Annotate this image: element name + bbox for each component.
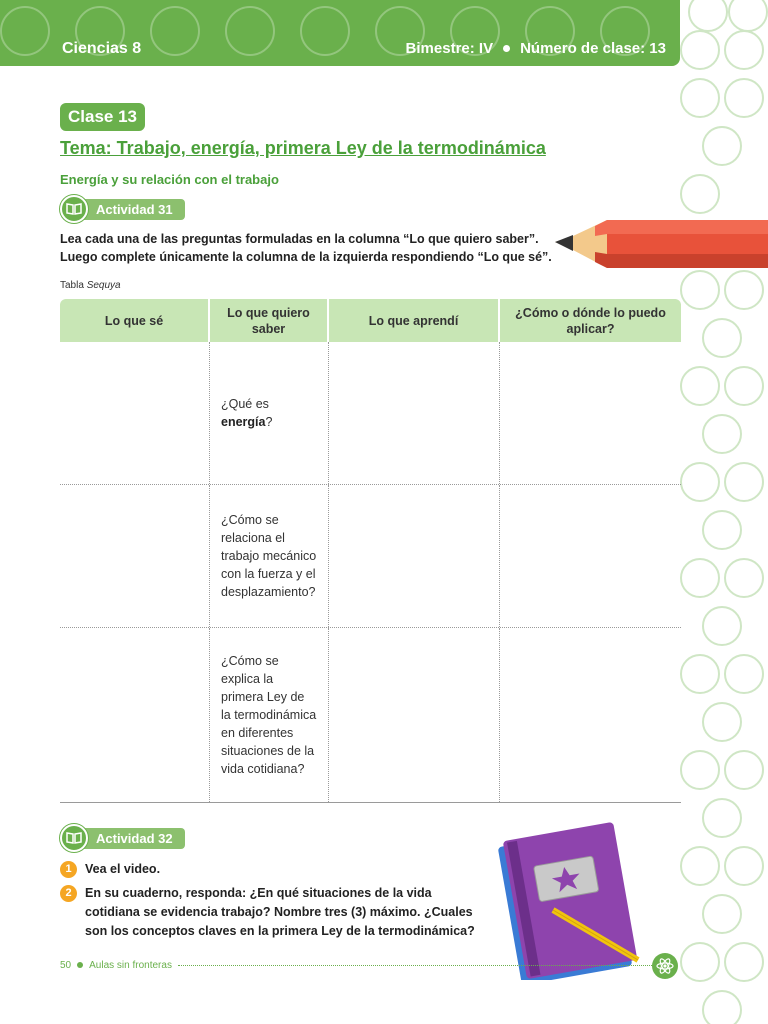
question-cell	[210, 628, 329, 802]
microscope-icon	[702, 606, 742, 646]
separator-dot	[503, 45, 510, 52]
sequya-table	[60, 299, 681, 803]
learned-cell[interactable]	[329, 628, 500, 802]
network-icon	[724, 270, 764, 310]
table-header-row	[60, 299, 681, 342]
table-caption-prefix: Tabla	[60, 280, 87, 291]
atom-icon	[724, 558, 764, 598]
step-item	[60, 860, 480, 879]
instruction-line-1: Lea cada una de las preguntas formuladas en la columna “Lo que quiero saber”.	[60, 232, 539, 246]
flask-icon	[702, 702, 742, 742]
answer-cell[interactable]	[60, 485, 210, 627]
book-icon	[60, 824, 88, 852]
activity-32-steps	[60, 860, 480, 946]
test-tube-icon	[724, 846, 764, 886]
answer-cell[interactable]	[60, 628, 210, 802]
flask-icon	[702, 414, 742, 454]
learned-cell[interactable]	[329, 485, 500, 627]
test-tube-icon	[724, 462, 764, 502]
molecule-icon	[0, 6, 50, 56]
page-number: 50	[60, 959, 72, 971]
flask-icon	[728, 0, 768, 32]
apply-cell[interactable]	[500, 628, 681, 802]
frog-icon	[724, 366, 764, 406]
header-lo-que-quiero-saber: Lo que quiero saber	[210, 299, 329, 342]
header-lo-que-aprendi: Lo que aprendí	[329, 299, 500, 342]
question-cell	[210, 342, 329, 484]
learned-cell[interactable]	[329, 342, 500, 484]
header-bar	[0, 0, 680, 66]
table-row	[60, 628, 681, 803]
atom-icon	[688, 0, 728, 32]
header-lo-que-se: Lo que sé	[60, 299, 210, 342]
step-item	[60, 884, 480, 941]
question-keyword: energía	[221, 415, 266, 429]
frog-icon	[702, 894, 742, 934]
activity-31-label: Actividad 31	[78, 199, 185, 220]
frog-icon	[680, 366, 720, 406]
dna-icon	[225, 6, 275, 56]
step-number: 2	[60, 885, 77, 902]
flask-icon	[702, 126, 742, 166]
page-footer	[60, 958, 660, 972]
apply-cell[interactable]	[500, 342, 681, 484]
atom-icon	[680, 654, 720, 694]
subject-title: Ciencias 8	[62, 40, 142, 57]
flask-icon	[724, 30, 764, 70]
activity-31-badge	[60, 198, 185, 220]
lesson-topic-title: Tema: Trabajo, energía, primera Ley de la termodinámica	[60, 138, 546, 158]
lesson-subtitle: Energía y su relación con el trabajo	[60, 172, 279, 187]
question-text: ¿Cómo se relaciona el trabajo mecánico con la fuerza y el desplazamiento?	[221, 513, 317, 599]
step-text: Vea el video.	[85, 862, 161, 876]
step-text: En su cuaderno, responda: ¿En qué situaciones de la vida cotidiana se evidencia trabajo? Nombre tres (3) máximo. ¿Cuales son los conceptos claves en la primera Ley de la termodinámica?	[85, 886, 475, 938]
foot-icon	[702, 318, 742, 358]
question-cell	[210, 485, 329, 627]
decorative-icon-column	[680, 0, 768, 1024]
activity-31-instructions	[60, 230, 560, 266]
table-caption	[60, 280, 121, 291]
test-tube-icon	[680, 462, 720, 502]
book-icon	[60, 195, 88, 223]
class-number-label: Número de clase: 13	[520, 40, 666, 57]
microscope-icon	[680, 78, 720, 118]
bimestre-label: Bimestre: IV	[405, 40, 494, 57]
question-text: ¿Qué es	[221, 397, 269, 411]
instruction-line-2: Luego complete únicamente la columna de la izquierda respondiendo “Lo que sé”.	[60, 250, 552, 264]
step-number: 1	[60, 861, 77, 878]
pencil-illustration	[555, 218, 768, 270]
publication-name: Aulas sin fronteras	[89, 959, 172, 971]
class-badge: Clase 13	[60, 103, 145, 131]
atom-icon	[680, 558, 720, 598]
frog-icon	[300, 6, 350, 56]
microscope-icon	[680, 750, 720, 790]
table-caption-name: Sequya	[86, 280, 121, 291]
test-tube-icon	[150, 6, 200, 56]
microscope-icon	[724, 750, 764, 790]
test-tube-icon	[680, 846, 720, 886]
activity-32-badge	[60, 827, 185, 849]
footer-dotted-line	[178, 965, 660, 966]
flask-icon	[702, 510, 742, 550]
atom-icon	[652, 953, 678, 979]
apply-cell[interactable]	[500, 485, 681, 627]
table-row	[60, 485, 681, 628]
header-class-info	[406, 40, 666, 57]
footer-dot	[77, 962, 83, 968]
question-text: ¿Cómo se explica la primera Ley de la termodinámica en diferentes situaciones de la vida cotidiana?	[221, 654, 317, 776]
flask-icon	[702, 798, 742, 838]
network-icon	[724, 942, 764, 982]
flask-icon	[680, 30, 720, 70]
answer-cell[interactable]	[60, 342, 210, 484]
network-icon	[680, 942, 720, 982]
activity-32-label: Actividad 32	[78, 828, 185, 849]
table-row	[60, 342, 681, 485]
atom-icon	[724, 654, 764, 694]
network-icon	[680, 270, 720, 310]
foot-icon	[702, 990, 742, 1024]
question-end: ?	[265, 415, 273, 429]
notebook-illustration	[498, 820, 648, 980]
test-tube-icon	[680, 174, 720, 214]
microscope-icon	[724, 78, 764, 118]
header-como-aplicar: ¿Cómo o dónde lo puedo aplicar?	[515, 305, 666, 336]
